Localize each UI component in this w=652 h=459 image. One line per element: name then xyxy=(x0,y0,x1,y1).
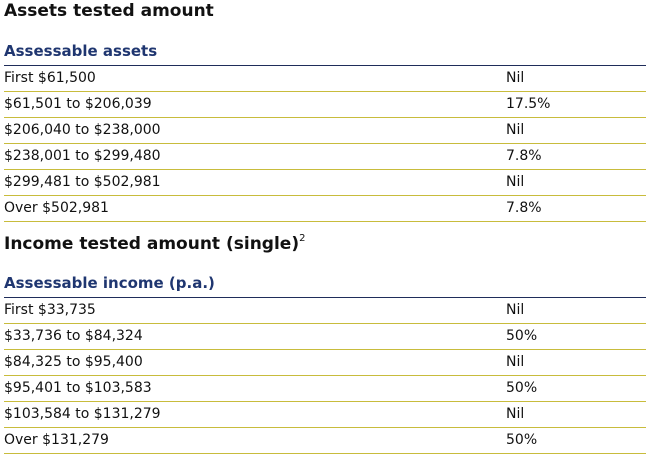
income-row xyxy=(4,324,646,350)
income-row-range: $103,584 to $131,279 xyxy=(4,406,161,422)
income-header-label: Assessable income (p.a.) xyxy=(4,274,215,292)
income-row-rate: 50% xyxy=(506,328,538,344)
assets-row xyxy=(4,92,646,118)
assets-row-range: $299,481 to $502,981 xyxy=(4,174,161,190)
income-section-title: Income tested amount (single)$^2$ xyxy=(4,233,306,254)
assets-table-header xyxy=(4,40,646,66)
assets-row-range: First $61,500 xyxy=(4,70,96,86)
income-row-rate: Nil xyxy=(506,302,525,318)
assets-row xyxy=(4,196,646,222)
income-row-range: $33,736 to $84,324 xyxy=(4,328,143,344)
income-row-range: Over $131,279 xyxy=(4,432,109,448)
assets-header-label: Assessable assets xyxy=(4,42,158,60)
income-row xyxy=(4,402,646,428)
assets-row-range: Over $502,981 xyxy=(4,200,109,216)
assets-section-title: Assets tested amount xyxy=(4,1,214,21)
assets-row xyxy=(4,66,646,92)
income-table-header xyxy=(4,272,646,298)
assets-row-rate: 17.5% xyxy=(506,96,551,112)
assets-row-rate: Nil xyxy=(506,122,525,138)
footnote-marker: 2 xyxy=(299,233,306,245)
assets-row-range: $206,040 to $238,000 xyxy=(4,122,161,138)
income-row-rate: Nil xyxy=(506,406,525,422)
assets-row xyxy=(4,118,646,144)
assets-row-rate: Nil xyxy=(506,174,525,190)
assets-row xyxy=(4,170,646,196)
assets-row-range: $61,501 to $206,039 xyxy=(4,96,152,112)
income-row xyxy=(4,350,646,376)
income-row-rate: 50% xyxy=(506,432,538,448)
assets-row-rate: 7.8% xyxy=(506,148,542,164)
income-row-range: $84,325 to $95,400 xyxy=(4,354,143,370)
assets-row-range: $238,001 to $299,480 xyxy=(4,148,161,164)
income-row-rate: Nil xyxy=(506,354,525,370)
income-row xyxy=(4,376,646,402)
income-row-range: $95,401 to $103,583 xyxy=(4,380,152,396)
income-row-range: First $33,735 xyxy=(4,302,96,318)
assets-row-rate: Nil xyxy=(506,70,525,86)
income-row xyxy=(4,298,646,324)
assets-row-rate: 7.8% xyxy=(506,200,542,216)
income-row-rate: 50% xyxy=(506,380,538,396)
assets-row xyxy=(4,144,646,170)
income-row xyxy=(4,428,646,454)
